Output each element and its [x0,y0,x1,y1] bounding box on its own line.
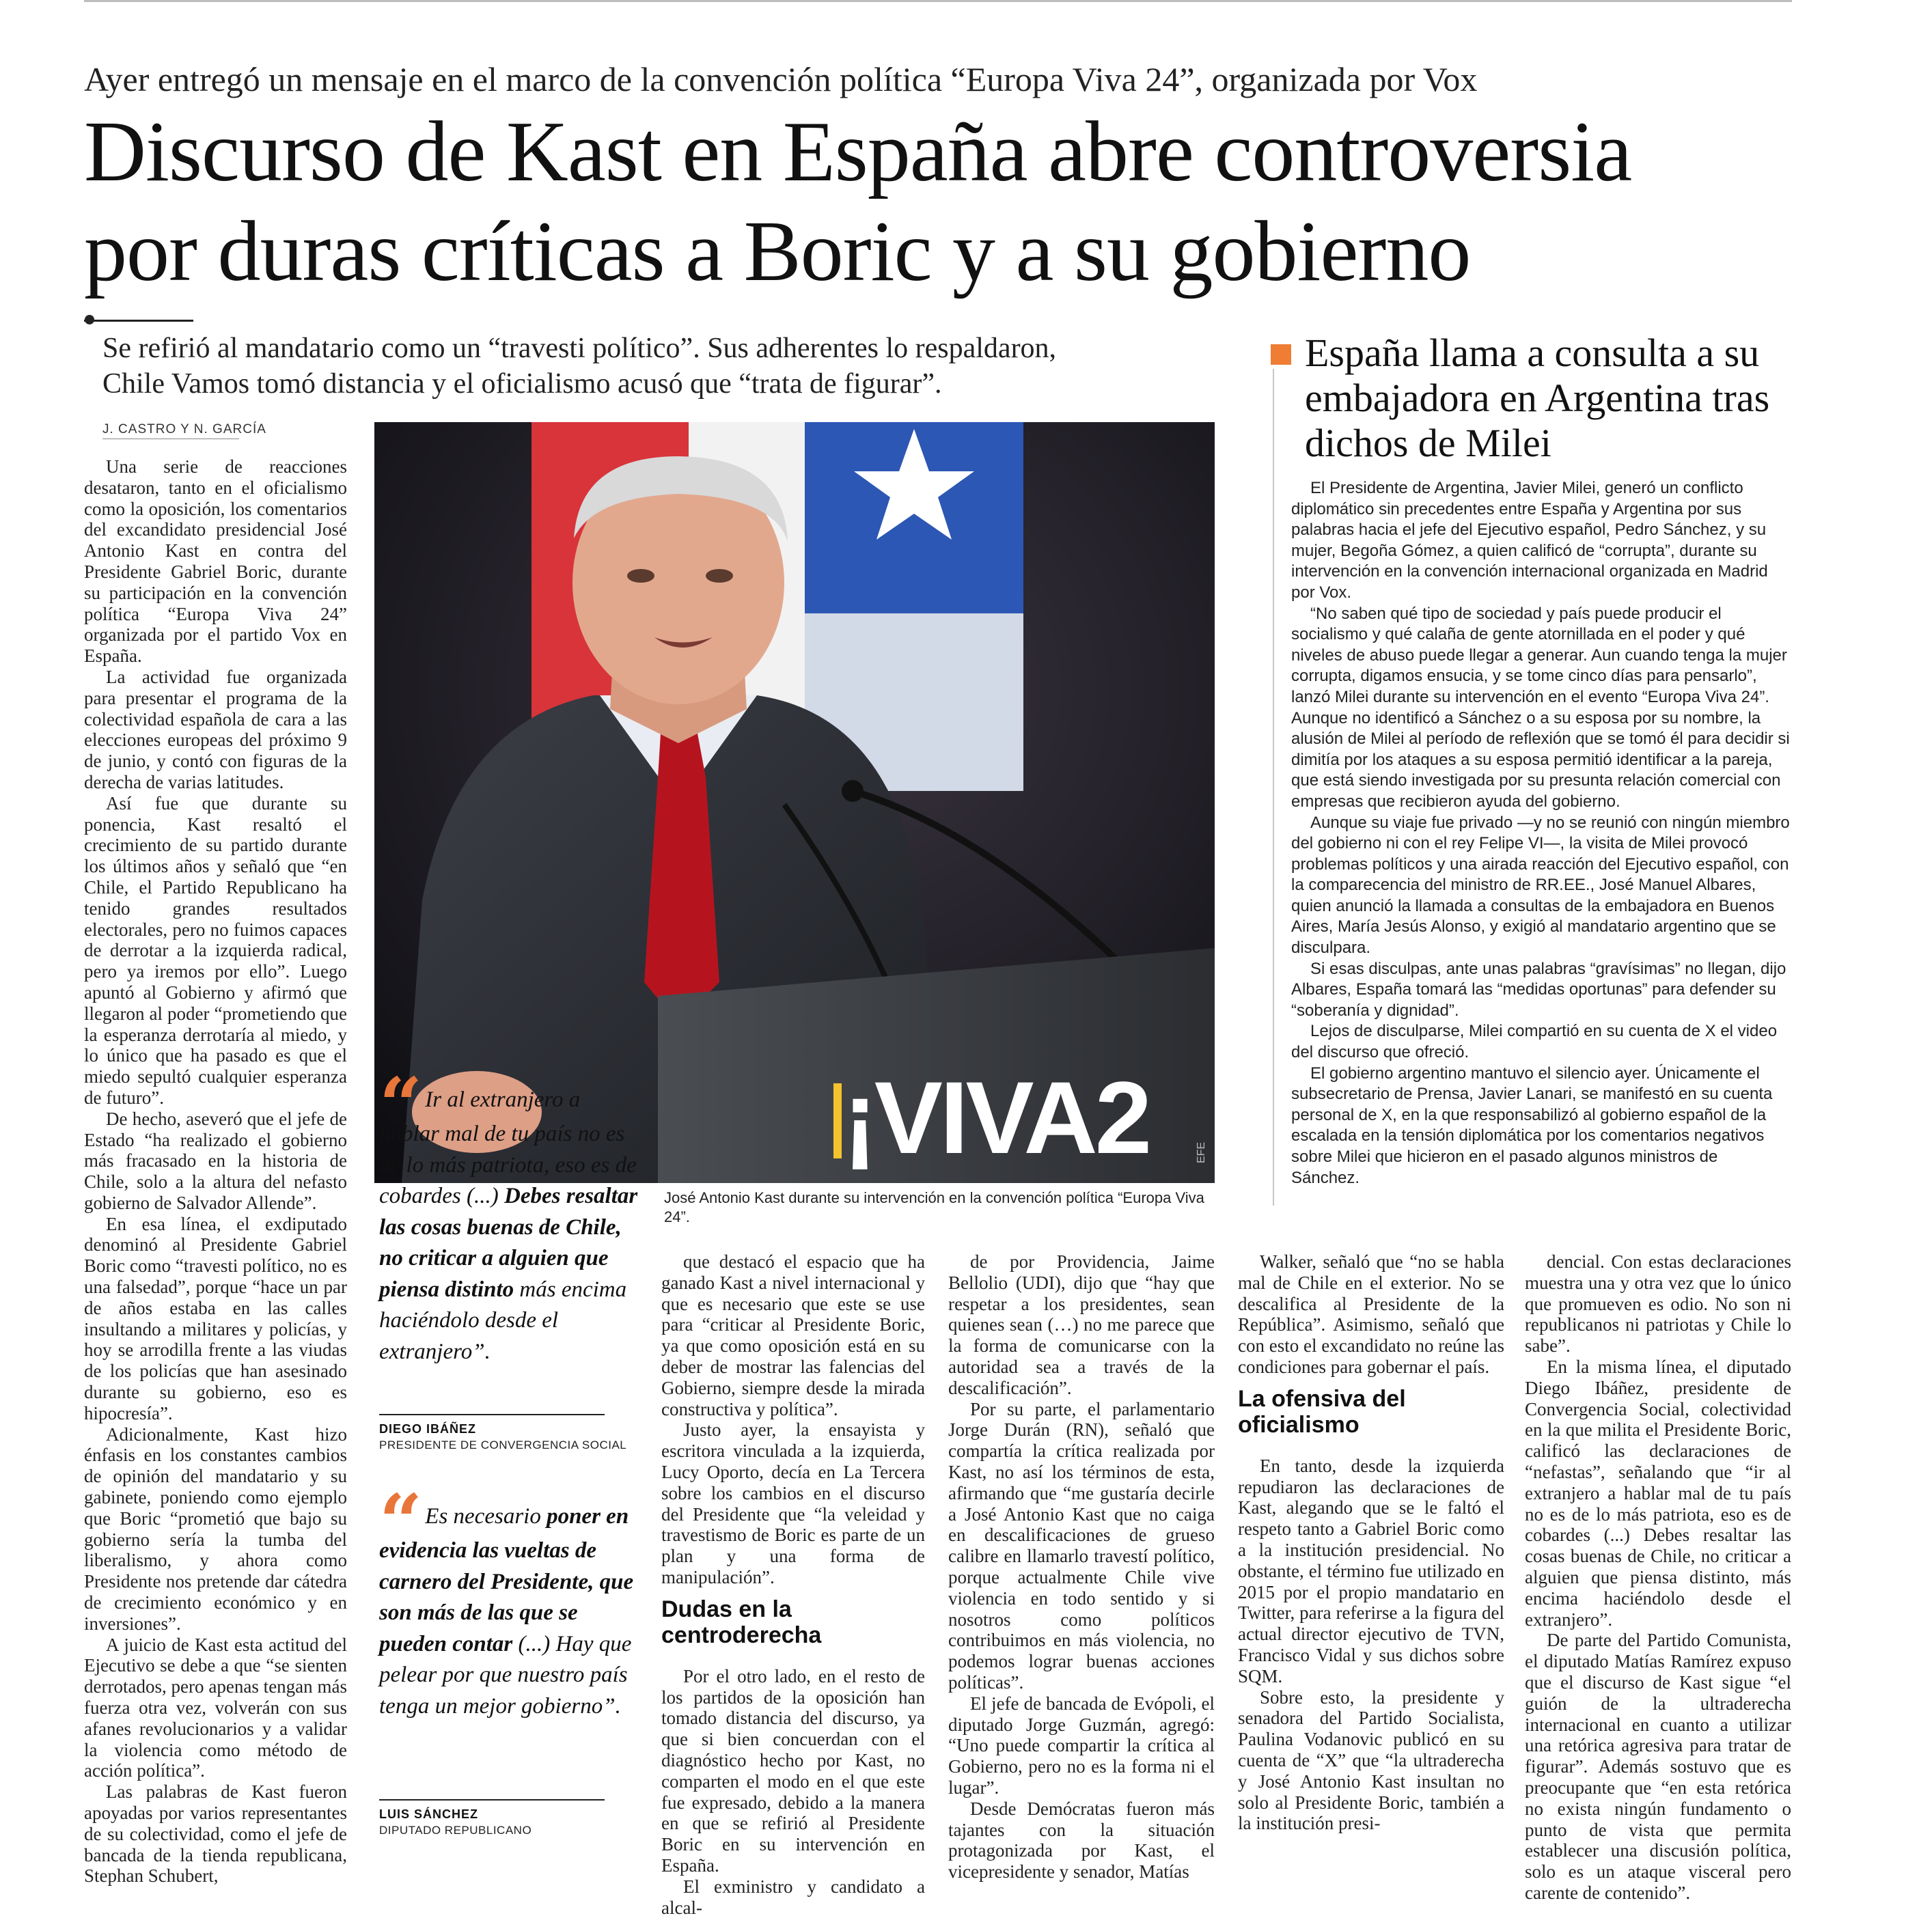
article-photo [374,422,1215,1183]
article-column-3 [948,1251,1215,1882]
paragraph: Adicionalmente, Kast hizo énfasis en los constantes cambios de opinión del mandatario y su gabinete, poniendo como ejemplo que Boric “prometió que bajo su gobierno sería la tumba del liberalismo, y ahora como Presidente nos pretende dar cátedra de crecimiento económico y en inversiones”. [84,1423,347,1634]
quote-2-text-2: poner en evidencia las vueltas de carnero del Presidente, que son más de las que se pueden contar [379,1504,634,1656]
quote-2-text-1: Es necesario [425,1504,541,1529]
quote-1-text-3: más encima haciéndolo desde el extranjero”. [379,1277,627,1364]
quote-2-attribution-role: DIPUTADO REPUBLICANO [379,1824,532,1837]
subhead-line-2: Chile Vamos tomó distancia y el oficialismo acusó que “trata de figurar”. [102,368,942,400]
quote-1-rule [379,1414,605,1415]
article-column-5 [1525,1251,1791,1904]
paragraph: De hecho, aseveró que el jefe de Estado “ha realizado el gobierno más fracasado en la historia de Chile, solo a la altura del nefasto gobierno de Salvador Allende”. [84,1108,347,1213]
quote-1-attribution-name: DIEGO IBÁÑEZ [379,1422,477,1436]
article-headline [84,102,1847,302]
paragraph: Las palabras de Kast fueron apoyadas por varios representantes de su colectividad, como el jefe de bancada de la tienda republicana, Stephan Schubert, [84,1781,347,1887]
paragraph: Sobre esto, la presidente y senadora del Partido Socialista, Paulina Vodanovic publicó en su cuenta de “X” que “la ultraderecha y José Antonio Kast insultan no solo al Presidente Boric, también a la institución presi- [1238,1686,1504,1834]
quote-mark-icon: “ [379,1061,423,1149]
podium-logo: ¡VIVA2 [842,1060,1150,1175]
paragraph: Desde Demócratas fueron más tajantes con la situación protagonizada por Kast, el vicepresidente y senador, Matías [948,1798,1215,1882]
paragraph: El Presidente de Argentina, Javier Milei, generó un conflicto diplomático sin precedentes entre España y Argentina por sus palabras hacia el jefe del Ejecutivo español, Pedro Sánchez, y su mujer, Begoña Gómez, a quien calificó de “corrupta”, durante su intervención en la convención internacional organizada en Madrid por Vox. [1291,479,1768,602]
sidebar-rule [1273,369,1274,1206]
article-byline: J. CASTRO Y N. GARCÍA [102,422,266,436]
paragraph: Así fue que durante su ponencia, Kast resaltó el crecimiento de su partido durante los últimos años y señaló que “en Chile, el Partido Republicano ha tenido grandes resultados electorales, pero no fuimos capaces de derrotar a la izquierda radical, pero ya iremos por ello”. Luego apuntó al Gobierno y afirmó que llegaron al poder “prometiendo que la esperanza derrotaría al miedo, y lo único que ha pasado es que el miedo sepultó cualquier esperanza de futuro”. [84,792,347,1108]
paragraph: Una serie de reacciones desataron, tanto en el oficialismo como la oposición, los comentarios del excandidato presidencial José Antonio Kast en contra del Presidente Gabriel Boric, durante su participación en la convención política “Europa Viva 24” organizada por el partido Vox en España. [84,456,347,667]
quote-1-text-2: Debes resaltar las cosas buenas de Chile, no criticar a alguien que piensa distinto [379,1184,638,1302]
photo-credit: EFE [1196,1141,1207,1163]
paragraph: Aunque su viaje fue privado —y no se reunió con ningún miembro del gobierno ni con el rey Felipe VI—, la visita de Milei provocó problemas políticos y una airada reacción del Ejecutivo español, con la comparecencia del ministro de RR.EE., José Manuel Albares, quien anunció la llamada a consultas de la embajadora en Buenos Aires, María Jesús Alonso, y exigió al mandatario argentino que se disculpara. [1291,813,1790,958]
paragraph: En la misma línea, el diputado Diego Ibáñez, presidente de Convergencia Social, colectividad en la que milita el Presidente Boric, calificó las declaraciones de “nefastas”, señalando que “ir al extranjero a hablar mal de tu país no es de lo más patriota, eso es de cobardes (...) Debes resaltar las cosas buenas de Chile, no criticar a alguien que piensa distinto, más encima haciéndolo desde el extranjero”. [1525,1356,1791,1630]
speaker-illustration [374,422,1215,1183]
pull-quote-2 [379,1477,639,1722]
headline-line-1: Discurso de Kast en España abre controversia [84,105,1632,199]
article-subhead [102,331,1168,402]
paragraph: Por su parte, el parlamentario Jorge Durán (RN), señaló que compartía la crítica realizada por Kast, no así los términos de esta, afirmando que “me gustaría decirle a José Antonio Kast que no caiga en descalificaciones de grueso calibre en llamarlo travestí político, porque actualmente Chile vive violencia en todo sentido y si nosotros como políticos contribuimos en más violencia, no podemos lograr buenas acciones políticas”. [948,1398,1215,1693]
paragraph: de por Providencia, Jaime Bellolio (UDI), dijo que “hay que respetar a los presidentes, sean quienes sean (…) no me parece que la forma de comunicarse con la autoridad sea a través de la descalificación”. [948,1251,1215,1398]
sidebar-title: España llama a consulta a su embajadora en Argentina tras dichos de Milei [1305,331,1770,465]
quote-1-text-1: Ir al extranjero a hablar mal de tu país no es de lo más patriota, eso es de cobardes (...) [379,1087,637,1208]
paragraph: La actividad fue organizada para presentar el programa de la colectividad española de cara a las elecciones europeas del próximo 9 de junio, y contó con figuras de la derecha de varias latitudes. [84,666,347,792]
paragraph: El jefe de bancada de Evópoli, el diputado Jorge Guzmán, agregó: “Uno puede compartir la crítica al Gobierno, pero no es la forma ni el lugar”. [948,1693,1215,1798]
section-heading: Dudas en la centroderecha [661,1596,822,1648]
headline-line-2: por duras críticas a Boric y a su gobierno [84,204,1471,299]
paragraph: Walker, señaló que “no se habla mal de Chile en el exterior. No se descalifica al Presidente de la República”. Asimismo, señaló que con esto el excandidato no reúne las condiciones para gobernar el país. [1238,1251,1504,1377]
paragraph: De parte del Partido Comunista, el diputado Matías Ramírez expuso que el discurso de Kast sigue “el guión de la ultraderecha internacional en cuanto a utilizar una retórica agresiva para tratar de figurar”. Además sostuvo que es preocupante que “en esta retórica no exista ningún fundamento o punto de vista que permita establecer una discusión política, solo es un ataque visceral pero carente de contenido”. [1525,1630,1791,1903]
sidebar-body [1291,478,1790,1189]
paragraph: dencial. Con estas declaraciones muestra una y otra vez que lo único que promueven es odio. No son ni republicanos ni patriotas y Chile lo sabe”. [1525,1251,1791,1357]
paragraph: El gobierno argentino mantuvo el silencio ayer. Únicamente el subsecretario de Prensa, Javier Lanari, se manifestó en su cuenta personal de X, en la que responsabilizó al gobierno español de la escalada en la tensión diplomática por los comentarios negativos sobre Milei que hicieron en el pasado algunos ministros de Sánchez. [1291,1064,1773,1187]
paragraph: Si esas disculpas, ante unas palabras “gravísimas” no llegan, dijo Albares, España tomará las “medidas oportunas” para defender su “soberanía y dignidad”. [1291,959,1786,1020]
photo-caption: José Antonio Kast durante su intervención en la convención política “Europa Viva 24”. [664,1189,1204,1225]
quote-2-text-3: (...) Hay que pelear por que nuestro país tenga un mejor gobierno”. [379,1631,632,1719]
paragraph: “No saben qué tipo de sociedad y país puede producir el socialismo y qué calaña de gente atornillada en el poder y qué niveles de abuso puede llegar a generar. Aun cuando tenga la mujer corrupta, digamos ensucia, y se tome cinco días para pensarlo”, lanzó Milei durante su intervención en el evento “Europa Viva 24”. Aunque no identificó a Sánchez o a su esposa por su nombre, la alusión de Milei al período de reflexión que se tomó él para decidir si dimitía por los ataques a su esposa permitió identificar a la pareja, que está siendo investigada por su presunta relación comercial con empresas que recibieron ayuda del gobierno. [1291,604,1790,811]
article-column-2 [661,1251,925,1918]
quote-2-attribution-name: LUIS SÁNCHEZ [379,1807,479,1821]
paragraph: En esa línea, el exdiputado denominó al Presidente Gabriel Boric como “travesti político, no es una falsedad”, porque “hace un par de años estaba en las calles insultando a militares y policías, y hoy se arrodilla frente a las viudas de los policías que han asesinado durante su gobierno, eso es hipocresía”. [84,1213,347,1423]
pull-quote-1 [379,1061,639,1367]
article-column-4 [1238,1251,1504,1834]
top-rule [84,0,1792,2]
subhead-line-1: Se refirió al mandatario como un “travesti político”. Sus adherentes lo respaldaron, [102,333,1057,364]
paragraph: A juicio de Kast esta actitud del Ejecutivo se debe a que “se sienten derrotados, pero apenas tengan más fuerza otra vez, volverán con sus afanes revolucionarios y a validar la violencia como método de acción política”. [84,1634,347,1781]
paragraph: Lejos de disculparse, Milei compartió en su cuenta de X el video del discurso que ofreció. [1291,1022,1778,1062]
paragraph: que destacó el espacio que ha ganado Kast a nivel internacional y que es necesario que este se use para “criticar al Presidente Boric, ya que como oposición está en su deber de mostrar las falencias del Gobierno, siempre desde la mirada constructiva y política”. [661,1251,925,1419]
paragraph: Justo ayer, la ensayista y escritora vinculada a la izquierda, Lucy Oporto, decía en La Tercera sobre los cambios en el discurso del Presidente que “la veleidad y travestismo de Boric es parte de un plan y una forma de manipulación”. [661,1419,925,1587]
article-column-1 [84,456,347,1887]
paragraph: El exministro y candidato a alcal- [661,1876,925,1918]
quote-2-rule [379,1799,605,1801]
headline-rule [84,320,193,322]
quote-1-attribution-role: PRESIDENTE DE CONVERGENCIA SOCIAL [379,1438,627,1451]
article-kicker: Ayer entregó un mensaje en el marco de la convención política “Europa Viva 24”, organizada por Vox [84,60,1478,98]
sidebar-marker [1271,344,1291,365]
section-heading: La ofensiva del oficialismo [1238,1385,1406,1438]
headline-dot [85,315,94,324]
paragraph: Por el otro lado, en el resto de los partidos de la oposición han tomado distancia del discurso, ya que si bien concuerdan con el diagnóstico hecho por Kast, no comparten el modo en el que este fue expresado, debido a la manera en que se refirió al Presidente Boric en su intervención en España. [661,1665,925,1876]
paragraph: En tanto, desde la izquierda repudiaron las declaraciones de Kast, alegando que se le faltó el respeto tanto a Gabriel Boric como a la institución presidencial. No obstante, el término fue utilizado en 2015 por el propio mandatario en Twitter, para referirse a la figura del actual director ejecutivo de TVN, Francisco Vidal y sus dichos sobre SQM. [1238,1455,1504,1686]
quote-mark-icon: “ [379,1477,423,1566]
